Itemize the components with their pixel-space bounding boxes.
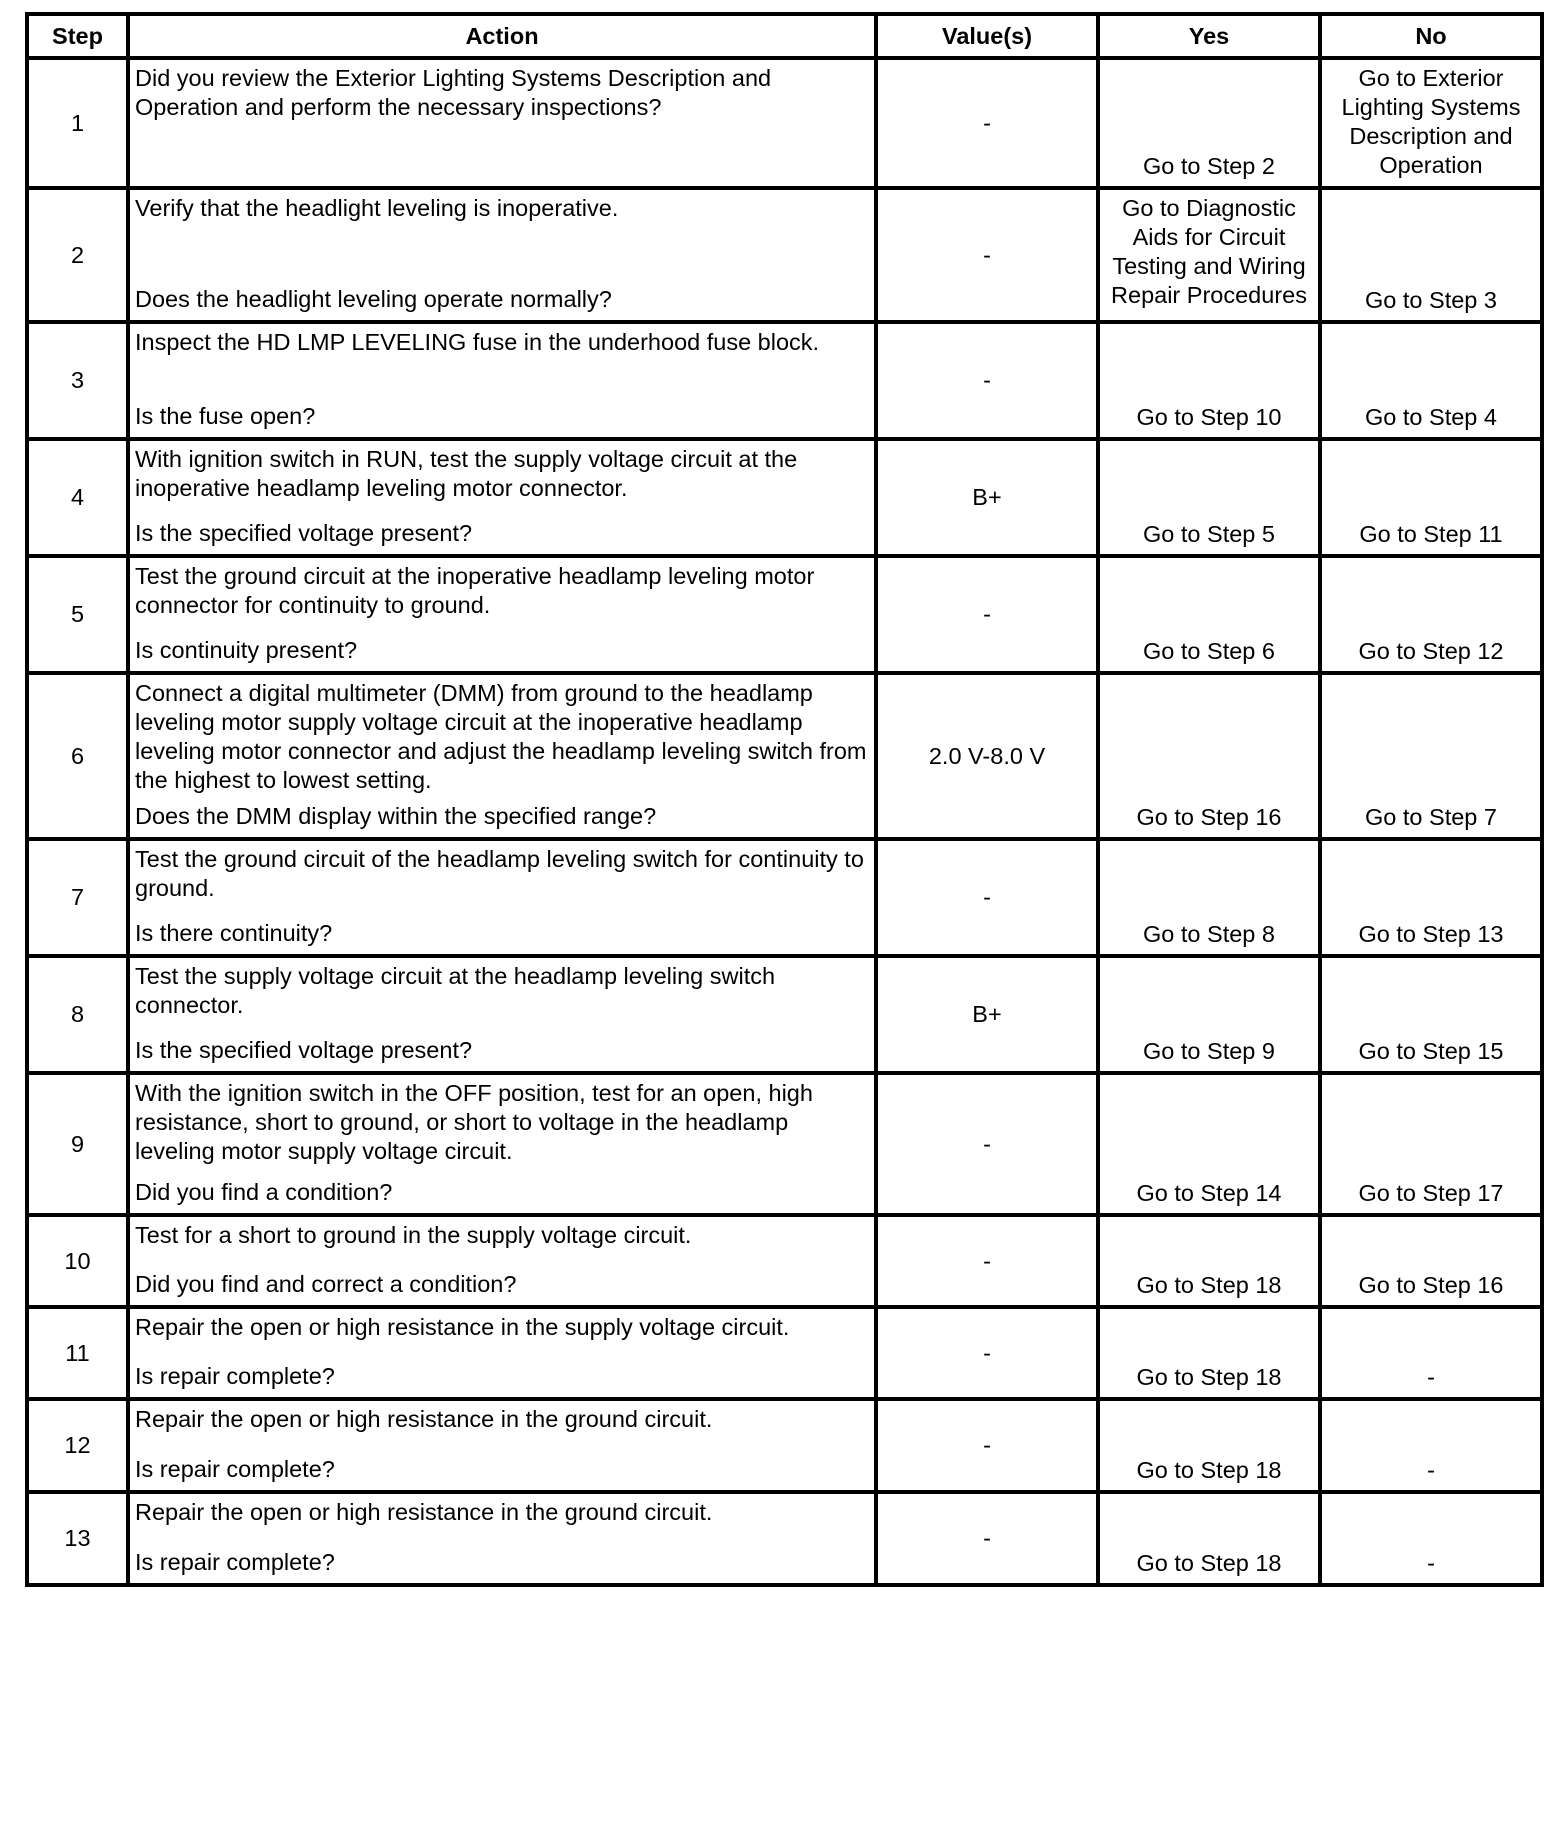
header-yes: Yes bbox=[1098, 14, 1320, 58]
yes-cell: Go to Step 6 bbox=[1098, 556, 1320, 673]
step-number: 6 bbox=[27, 673, 128, 839]
action-cell bbox=[128, 956, 876, 1073]
action-question: Is repair complete? bbox=[135, 1456, 335, 1482]
step-number: 10 bbox=[27, 1215, 128, 1307]
no-cell: Go to Step 16 bbox=[1320, 1215, 1542, 1307]
action-text: With ignition switch in RUN, test the supply voltage circuit at the inoperative headlamp leveling motor connector. bbox=[135, 446, 798, 501]
action-cell bbox=[128, 673, 876, 839]
yes-cell: Go to Step 18 bbox=[1098, 1492, 1320, 1585]
action-question: Is repair complete? bbox=[135, 1549, 335, 1575]
yes-cell: Go to Step 18 bbox=[1098, 1215, 1320, 1307]
value-cell: B+ bbox=[876, 439, 1098, 556]
value-cell: - bbox=[876, 839, 1098, 956]
action-question: Is continuity present? bbox=[135, 637, 358, 663]
yes-cell: Go to Step 14 bbox=[1098, 1073, 1320, 1215]
action-text: Repair the open or high resistance in the ground circuit. bbox=[135, 1406, 713, 1432]
step-number: 3 bbox=[27, 322, 128, 439]
no-cell: Go to Step 13 bbox=[1320, 839, 1542, 956]
no-cell: Go to Step 17 bbox=[1320, 1073, 1542, 1215]
action-text: Repair the open or high resistance in the ground circuit. bbox=[135, 1499, 713, 1525]
no-cell: Go to Step 11 bbox=[1320, 439, 1542, 556]
action-text: Inspect the HD LMP LEVELING fuse in the underhood fuse block. bbox=[135, 329, 820, 355]
no-cell: Go to Step 15 bbox=[1320, 956, 1542, 1073]
action-question: Is the specified voltage present? bbox=[135, 1037, 473, 1063]
no-cell: Go to Step 12 bbox=[1320, 556, 1542, 673]
yes-cell: Go to Step 8 bbox=[1098, 839, 1320, 956]
action-text: Repair the open or high resistance in the supply voltage circuit. bbox=[135, 1314, 790, 1340]
header-value: Value(s) bbox=[876, 14, 1098, 58]
table-row bbox=[27, 956, 1542, 1073]
action-text: With the ignition switch in the OFF position, test for an open, high resistance, short to ground, or short to voltage in the headlamp leveling motor supply voltage circuit. bbox=[135, 1080, 813, 1164]
value-cell: - bbox=[876, 1073, 1098, 1215]
no-cell: - bbox=[1320, 1307, 1542, 1399]
action-question: Does the headlight leveling operate normally? bbox=[135, 286, 612, 312]
yes-cell: Go to Step 16 bbox=[1098, 673, 1320, 839]
yes-cell: Go to Step 18 bbox=[1098, 1307, 1320, 1399]
header-row bbox=[27, 14, 1542, 58]
value-cell: - bbox=[876, 556, 1098, 673]
no-cell: Go to Step 3 bbox=[1320, 188, 1542, 322]
step-number: 4 bbox=[27, 439, 128, 556]
action-question: Did you find a condition? bbox=[135, 1179, 393, 1205]
action-question: Does the DMM display within the specified range? bbox=[135, 803, 657, 829]
yes-cell: Go to Step 2 bbox=[1098, 58, 1320, 188]
step-number: 1 bbox=[27, 58, 128, 188]
action-cell bbox=[128, 1492, 876, 1585]
action-cell bbox=[128, 439, 876, 556]
no-cell: - bbox=[1320, 1399, 1542, 1492]
value-cell: - bbox=[876, 322, 1098, 439]
step-number: 11 bbox=[27, 1307, 128, 1399]
table-row bbox=[27, 322, 1542, 439]
header-step: Step bbox=[27, 14, 128, 58]
table-row bbox=[27, 58, 1542, 188]
action-cell bbox=[128, 322, 876, 439]
table-row bbox=[27, 1215, 1542, 1307]
table-row bbox=[27, 1399, 1542, 1492]
value-cell: 2.0 V-8.0 V bbox=[876, 673, 1098, 839]
value-cell: - bbox=[876, 188, 1098, 322]
yes-cell: Go to Step 10 bbox=[1098, 322, 1320, 439]
action-text: Verify that the headlight leveling is inoperative. bbox=[135, 195, 619, 221]
action-cell bbox=[128, 1215, 876, 1307]
step-number: 12 bbox=[27, 1399, 128, 1492]
table-row bbox=[27, 1492, 1542, 1585]
step-number: 8 bbox=[27, 956, 128, 1073]
action-text: Did you review the Exterior Lighting Systems Description and Operation and perform the necessary inspections? bbox=[135, 65, 772, 120]
value-cell: - bbox=[876, 1307, 1098, 1399]
no-cell: Go to Step 4 bbox=[1320, 322, 1542, 439]
value-cell: - bbox=[876, 1492, 1098, 1585]
table-row bbox=[27, 188, 1542, 322]
action-cell bbox=[128, 188, 876, 322]
table-row bbox=[27, 1307, 1542, 1399]
action-text: Test the ground circuit at the inoperative headlamp leveling motor connector for continuity to ground. bbox=[135, 563, 815, 618]
table-row bbox=[27, 556, 1542, 673]
table-row bbox=[27, 1073, 1542, 1215]
action-question: Is there continuity? bbox=[135, 920, 333, 946]
action-cell bbox=[128, 1307, 876, 1399]
action-text: Test the ground circuit of the headlamp leveling switch for continuity to ground. bbox=[135, 846, 864, 901]
step-number: 9 bbox=[27, 1073, 128, 1215]
value-cell: - bbox=[876, 58, 1098, 188]
step-number: 13 bbox=[27, 1492, 128, 1585]
value-cell: - bbox=[876, 1399, 1098, 1492]
value-cell: B+ bbox=[876, 956, 1098, 1073]
table-row bbox=[27, 673, 1542, 839]
step-number: 2 bbox=[27, 188, 128, 322]
yes-cell: Go to Step 18 bbox=[1098, 1399, 1320, 1492]
yes-cell: Go to Diagnostic Aids for Circuit Testing and Wiring Repair Procedures bbox=[1098, 188, 1320, 322]
action-question: Did you find and correct a condition? bbox=[135, 1271, 517, 1297]
action-cell bbox=[128, 1399, 876, 1492]
action-text: Test for a short to ground in the supply voltage circuit. bbox=[135, 1222, 692, 1248]
no-cell: - bbox=[1320, 1492, 1542, 1585]
action-question: Is repair complete? bbox=[135, 1363, 335, 1389]
step-number: 7 bbox=[27, 839, 128, 956]
step-number: 5 bbox=[27, 556, 128, 673]
action-cell bbox=[128, 839, 876, 956]
action-text: Connect a digital multimeter (DMM) from ground to the headlamp leveling motor supply voltage circuit at the inoperative headlamp leveling motor connector and adjust the headlamp leveling switch from the highest to lowest setting. bbox=[135, 680, 867, 793]
table-row bbox=[27, 839, 1542, 956]
action-cell bbox=[128, 58, 876, 188]
action-cell bbox=[128, 556, 876, 673]
action-text: Test the supply voltage circuit at the headlamp leveling switch connector. bbox=[135, 963, 776, 1018]
yes-cell: Go to Step 5 bbox=[1098, 439, 1320, 556]
header-action: Action bbox=[128, 14, 876, 58]
value-cell: - bbox=[876, 1215, 1098, 1307]
table-row bbox=[27, 439, 1542, 556]
no-cell: Go to Exterior Lighting Systems Description and Operation bbox=[1320, 58, 1542, 188]
no-cell: Go to Step 7 bbox=[1320, 673, 1542, 839]
header-no: No bbox=[1320, 14, 1542, 58]
action-question: Is the fuse open? bbox=[135, 403, 316, 429]
action-cell bbox=[128, 1073, 876, 1215]
diagnostic-table bbox=[25, 12, 1544, 1587]
yes-cell: Go to Step 9 bbox=[1098, 956, 1320, 1073]
action-question: Is the specified voltage present? bbox=[135, 520, 473, 546]
